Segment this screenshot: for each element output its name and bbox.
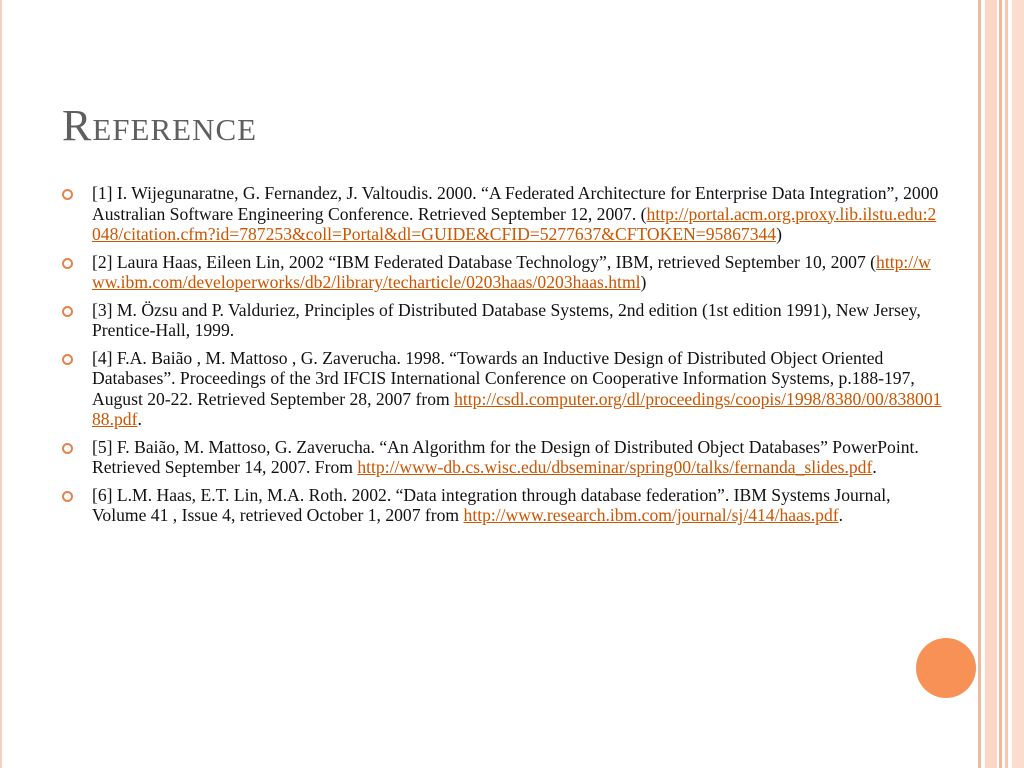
reference-link[interactable]: http://www.ibm.com/developerworks/db2/library/techarticle/0203haas/0203haas.html bbox=[92, 251, 931, 292]
decorative-circle bbox=[916, 638, 976, 698]
reference-item bbox=[62, 437, 942, 478]
bullet-circle-icon bbox=[62, 306, 73, 317]
reference-list bbox=[62, 183, 942, 533]
bullet-circle-icon bbox=[62, 491, 73, 502]
reference-item bbox=[62, 348, 942, 430]
bullet-circle-icon bbox=[62, 354, 73, 365]
bullet-circle-icon bbox=[62, 258, 73, 269]
stripe bbox=[1005, 0, 1008, 768]
reference-text: [1] I. Wijegunaratne, G. Fernandez, J. Valtoudis. 2000. “A Federated Architecture for Enterprise Data Integration”, 2000 Australian Software Engineering Conference. Retrieved September 12, 2007. ( bbox=[92, 183, 939, 224]
reference-link[interactable]: http://www.research.ibm.com/journal/sj/414/haas.pdf bbox=[463, 505, 839, 525]
reference-text-tail: . bbox=[872, 457, 877, 477]
reference-text: [4] F.A. Baião , M. Mattoso , G. Zaverucha. 1998. “Towards an Inductive Design of Distributed Object Oriented Databases”. Proceedings of the 3rd IFCIS International Conference on Cooperative Information Systems, p.188-197, August 20-22. Retrieved September 28, 2007 from bbox=[92, 347, 915, 409]
slide-title: Reference bbox=[62, 101, 258, 150]
decorative-stripes bbox=[978, 0, 1024, 768]
reference-link[interactable]: http://portal.acm.org.proxy.lib.ilstu.edu:2048/citation.cfm?id=787253&coll=Portal&dl=GUIDE&CFID=5277637&CFTOKEN=95867344 bbox=[92, 203, 937, 244]
bullet-circle-icon bbox=[62, 443, 73, 454]
reference-text: [3] M. Özsu and P. Valduriez, Principles of Distributed Database Systems, 2nd edition (1st edition 1991), New Jersey, Prentice-Hall, 1999. bbox=[92, 299, 921, 340]
reference-item bbox=[62, 300, 942, 341]
reference-item bbox=[62, 183, 942, 245]
left-border-line bbox=[0, 0, 2, 768]
reference-text: [6] L.M. Haas, E.T. Lin, M.A. Roth. 2002. “Data integration through database federation”. IBM Systems Journal, Volume 41 , Issue 4, retrieved October 1, 2007 from bbox=[92, 484, 891, 525]
stripe bbox=[978, 0, 981, 768]
stripe bbox=[1012, 0, 1024, 768]
bullet-circle-icon bbox=[62, 189, 73, 200]
stripe bbox=[985, 0, 997, 768]
reference-text: [5] F. Baião, M. Mattoso, G. Zaverucha. “An Algorithm for the Design of Distributed Object Databases” PowerPoint. Retrieved September 14, 2007. From bbox=[92, 436, 919, 477]
reference-link[interactable]: http://www-db.cs.wisc.edu/dbseminar/spring00/talks/fernanda_slides.pdf bbox=[357, 457, 873, 477]
reference-text-tail: ) bbox=[640, 272, 647, 292]
reference-text: [2] Laura Haas, Eileen Lin, 2002 “IBM Federated Database Technology”, IBM, retrieved September 10, 2007 ( bbox=[92, 251, 877, 272]
reference-link[interactable]: http://csdl.computer.org/dl/proceedings/coopis/1998/8380/00/83800188.pdf bbox=[92, 388, 942, 429]
reference-text-tail: . bbox=[137, 409, 142, 429]
stripe bbox=[999, 0, 1002, 768]
reference-item bbox=[62, 485, 942, 526]
reference-text-tail: ) bbox=[776, 224, 782, 244]
reference-text-tail: . bbox=[838, 505, 844, 525]
reference-item bbox=[62, 252, 942, 293]
